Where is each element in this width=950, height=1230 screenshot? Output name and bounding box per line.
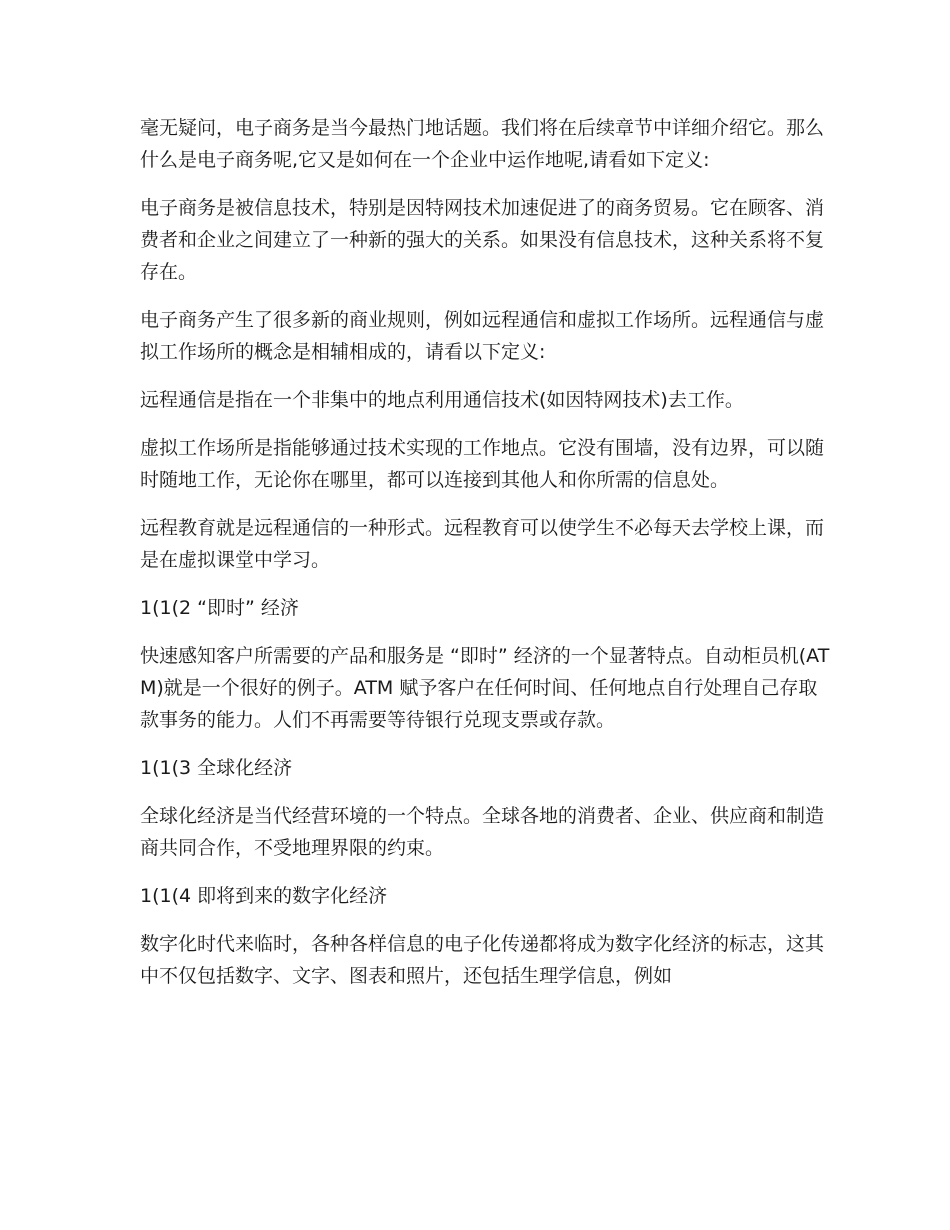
section-heading-global-economy: 1(1(3 全球化经济: [140, 757, 293, 779]
paragraph-distance-education: 远程教育就是远程通信的一种形式。远程教育可以使学生不必每天去学校上课，而是在虚拟课堂中学习。: [140, 517, 825, 571]
section-heading-digital-economy: 1(1(4 即将到来的数字化经济: [140, 885, 388, 907]
paragraph-virtual-workplace-definition: 虚拟工作场所是指能够通过技术实现的工作地点。它没有围墙，没有边界，可以随时随地工作，无论你在哪里，都可以连接到其他人和你所需的信息处。: [140, 437, 825, 491]
paragraph-global-economy: 全球化经济是当代经营环境的一个特点。全球各地的消费者、企业、供应商和制造商共同合作，不受地理界限的约束。: [140, 805, 825, 859]
paragraph-digital-economy: 数字化时代来临时，各种各样信息的电子化传递都将成为数字化经济的标志，这其中不仅包括数字、文字、图表和照片，还包括生理学信息，例如: [140, 933, 825, 987]
paragraph-new-rules: 电子商务产生了很多新的商业规则，例如远程通信和虚拟工作场所。远程通信与虚拟工作场所的概念是相辅相成的，请看以下定义:: [140, 309, 825, 363]
paragraph-ecommerce-definition: 电子商务是被信息技术，特别是因特网技术加速促进了的商务贸易。它在顾客、消费者和企业之间建立了一种新的强大的关系。如果没有信息技术，这种关系将不复存在。: [140, 197, 825, 283]
document-body: [140, 112, 830, 1008]
section-heading-instant-economy: 1(1(2 “即时” 经济: [140, 597, 299, 619]
paragraph-telecommuting-definition: 远程通信是指在一个非集中的地点利用通信技术(如因特网技术)去工作。: [140, 389, 744, 411]
paragraph-intro: 毫无疑问，电子商务是当今最热门地话题。我们将在后续章节中详细介绍它。那么什么是电子商务呢,它又是如何在一个企业中运作地呢,请看如下定义:: [140, 117, 825, 171]
paragraph-instant-economy: 快速感知客户所需要的产品和服务是 “即时” 经济的一个显著特点。自动柜员机(ATM)就是一个很好的例子。ATM 赋予客户在任何时间、任何地点自行处理自己存取款事务的能力。人们不再需要等待银行兑现支票或存款。: [140, 645, 830, 731]
